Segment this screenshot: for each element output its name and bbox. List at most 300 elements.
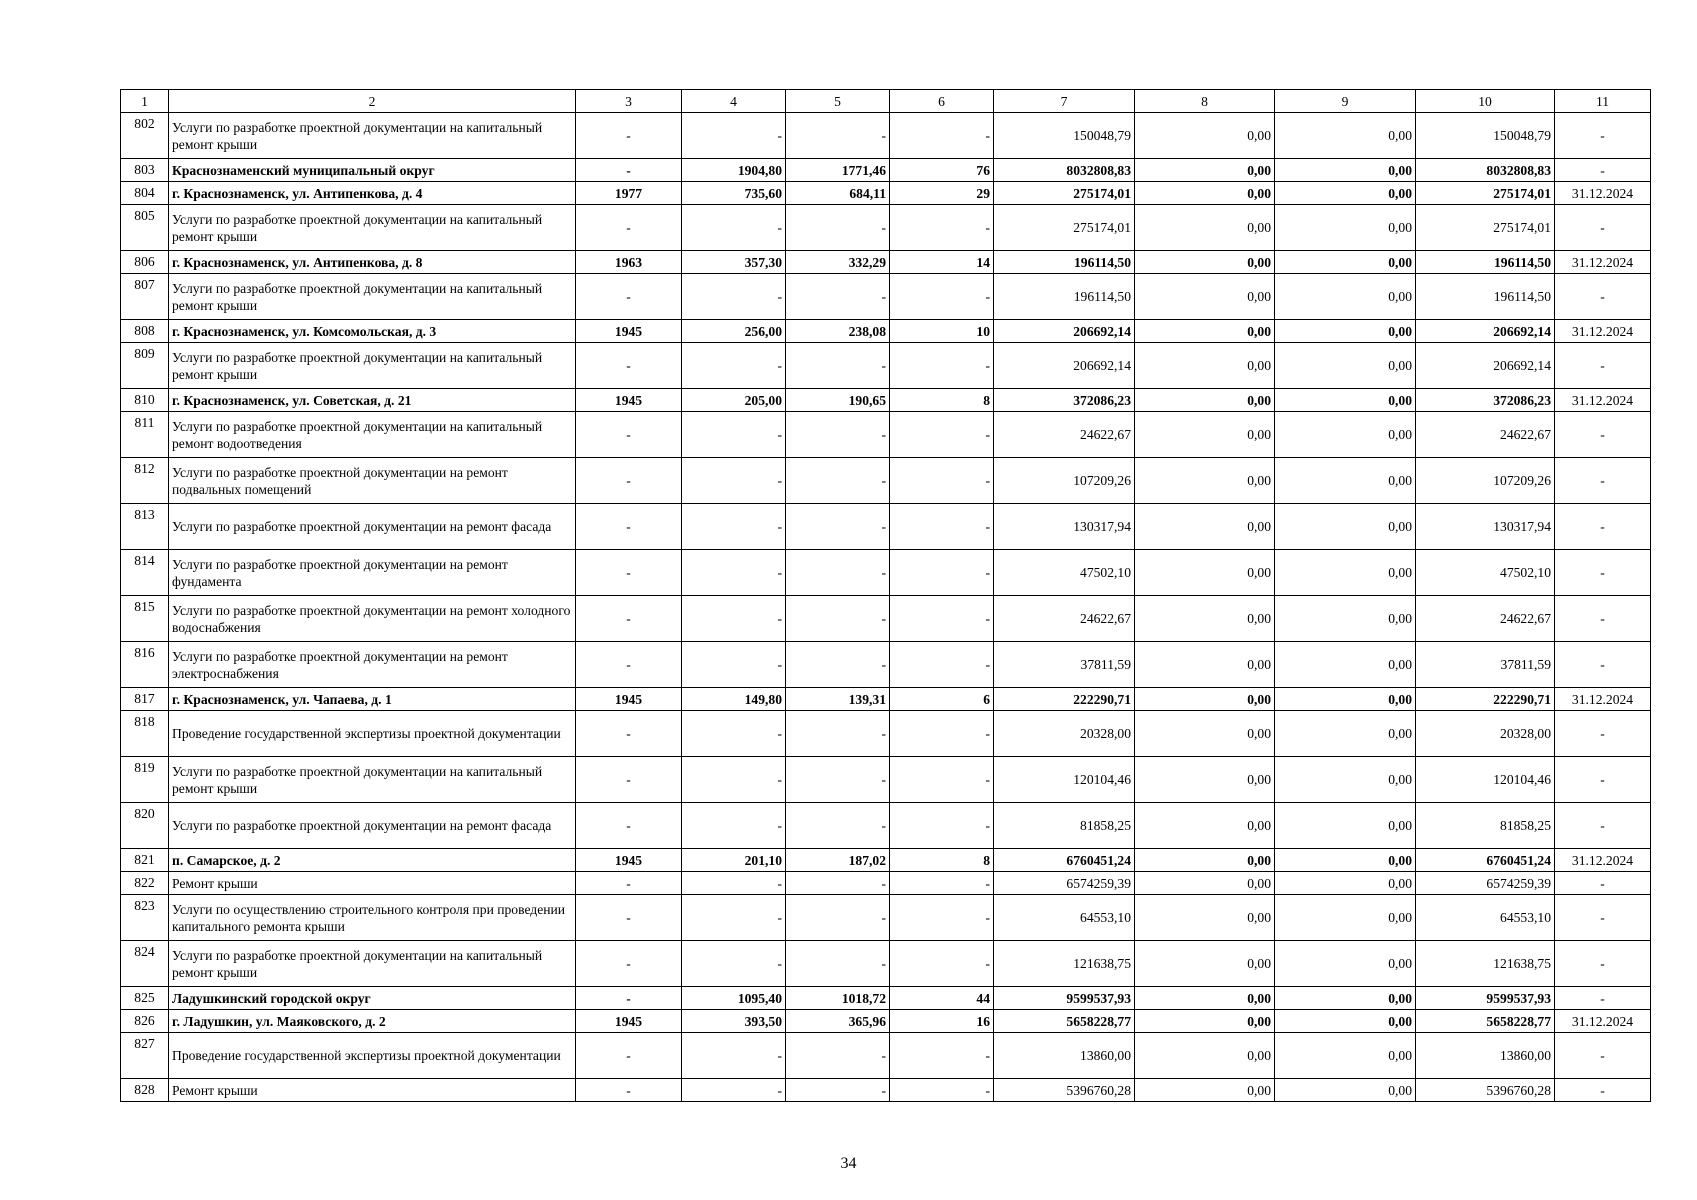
deadline-cell: - xyxy=(1555,205,1651,251)
deadline-cell: - xyxy=(1555,757,1651,803)
description-cell: Услуги по разработке проектной документации на капитальный ремонт крыши xyxy=(169,113,576,159)
deadline-cell: - xyxy=(1555,1079,1651,1102)
header-cell: 4 xyxy=(682,90,786,113)
year-cell: - xyxy=(576,895,682,941)
residents-cell: - xyxy=(890,205,994,251)
federal-funds-cell: 0,00 xyxy=(1135,803,1275,849)
regional-funds-cell: 0,00 xyxy=(1275,458,1416,504)
regional-funds-cell: 0,00 xyxy=(1275,688,1416,711)
area-total-cell: - xyxy=(682,458,786,504)
owner-funds-cell: 372086,23 xyxy=(1416,389,1555,412)
federal-funds-cell: 0,00 xyxy=(1135,182,1275,205)
year-cell: - xyxy=(576,642,682,688)
repair-program-table xyxy=(120,89,1651,1102)
row-number-cell: 827 xyxy=(121,1033,169,1079)
page-number: 34 xyxy=(840,1155,857,1172)
area-total-cell: 149,80 xyxy=(682,688,786,711)
deadline-cell: - xyxy=(1555,803,1651,849)
total-cost-cell: 196114,50 xyxy=(994,274,1135,320)
row-number-cell: 819 xyxy=(121,757,169,803)
area-living-cell: - xyxy=(786,757,890,803)
area-living-cell: 187,02 xyxy=(786,849,890,872)
regional-funds-cell: 0,00 xyxy=(1275,642,1416,688)
total-cost-cell: 222290,71 xyxy=(994,688,1135,711)
residents-cell: - xyxy=(890,550,994,596)
table-row xyxy=(121,849,1651,872)
description-cell: г. Краснознаменск, ул. Антипенкова, д. 4 xyxy=(169,182,576,205)
residents-cell: 76 xyxy=(890,159,994,182)
area-living-cell: 684,11 xyxy=(786,182,890,205)
header-cell: 9 xyxy=(1275,90,1416,113)
description-cell: Услуги по разработке проектной документации на капитальный ремонт крыши xyxy=(169,941,576,987)
area-total-cell: - xyxy=(682,504,786,550)
row-number-cell: 809 xyxy=(121,343,169,389)
table-row xyxy=(121,550,1651,596)
owner-funds-cell: 81858,25 xyxy=(1416,803,1555,849)
area-total-cell: 1095,40 xyxy=(682,987,786,1010)
area-total-cell: 201,10 xyxy=(682,849,786,872)
table-row xyxy=(121,343,1651,389)
residents-cell: 16 xyxy=(890,1010,994,1033)
deadline-cell: - xyxy=(1555,159,1651,182)
owner-funds-cell: 9599537,93 xyxy=(1416,987,1555,1010)
description-cell: г. Ладушкин, ул. Маяковского, д. 2 xyxy=(169,1010,576,1033)
table-row xyxy=(121,320,1651,343)
description-cell: Услуги по разработке проектной документации на капитальный ремонт водоотведения xyxy=(169,412,576,458)
residents-cell: 29 xyxy=(890,182,994,205)
table-row xyxy=(121,757,1651,803)
deadline-cell: - xyxy=(1555,872,1651,895)
residents-cell: - xyxy=(890,642,994,688)
description-cell: г. Краснознаменск, ул. Антипенкова, д. 8 xyxy=(169,251,576,274)
area-living-cell: - xyxy=(786,343,890,389)
area-living-cell: - xyxy=(786,941,890,987)
federal-funds-cell: 0,00 xyxy=(1135,849,1275,872)
regional-funds-cell: 0,00 xyxy=(1275,711,1416,757)
total-cost-cell: 372086,23 xyxy=(994,389,1135,412)
total-cost-cell: 24622,67 xyxy=(994,412,1135,458)
description-cell: Услуги по разработке проектной документации на капитальный ремонт крыши xyxy=(169,205,576,251)
row-number-cell: 828 xyxy=(121,1079,169,1102)
row-number-cell: 822 xyxy=(121,872,169,895)
year-cell: 1945 xyxy=(576,688,682,711)
total-cost-cell: 6574259,39 xyxy=(994,872,1135,895)
table-row xyxy=(121,458,1651,504)
header-cell: 2 xyxy=(169,90,576,113)
year-cell: - xyxy=(576,274,682,320)
description-cell: Услуги по разработке проектной документации на ремонт фундамента xyxy=(169,550,576,596)
residents-cell: - xyxy=(890,803,994,849)
table-row xyxy=(121,895,1651,941)
total-cost-cell: 275174,01 xyxy=(994,205,1135,251)
table-row xyxy=(121,182,1651,205)
table-row xyxy=(121,504,1651,550)
year-cell: - xyxy=(576,711,682,757)
regional-funds-cell: 0,00 xyxy=(1275,550,1416,596)
table-row xyxy=(121,872,1651,895)
deadline-cell: - xyxy=(1555,274,1651,320)
total-cost-cell: 5396760,28 xyxy=(994,1079,1135,1102)
year-cell: - xyxy=(576,113,682,159)
area-total-cell: 735,60 xyxy=(682,182,786,205)
row-number-cell: 807 xyxy=(121,274,169,320)
total-cost-cell: 47502,10 xyxy=(994,550,1135,596)
area-living-cell: - xyxy=(786,596,890,642)
residents-cell: - xyxy=(890,343,994,389)
regional-funds-cell: 0,00 xyxy=(1275,504,1416,550)
owner-funds-cell: 121638,75 xyxy=(1416,941,1555,987)
owner-funds-cell: 5658228,77 xyxy=(1416,1010,1555,1033)
description-cell: Услуги по разработке проектной документации на ремонт фасада xyxy=(169,504,576,550)
area-living-cell: - xyxy=(786,205,890,251)
description-cell: г. Краснознаменск, ул. Советская, д. 21 xyxy=(169,389,576,412)
federal-funds-cell: 0,00 xyxy=(1135,1079,1275,1102)
year-cell: - xyxy=(576,757,682,803)
residents-cell: - xyxy=(890,458,994,504)
residents-cell: 44 xyxy=(890,987,994,1010)
deadline-cell: 31.12.2024 xyxy=(1555,251,1651,274)
area-total-cell: - xyxy=(682,205,786,251)
owner-funds-cell: 47502,10 xyxy=(1416,550,1555,596)
row-number-cell: 824 xyxy=(121,941,169,987)
year-cell: - xyxy=(576,343,682,389)
row-number-cell: 823 xyxy=(121,895,169,941)
table-row xyxy=(121,987,1651,1010)
residents-cell: - xyxy=(890,113,994,159)
deadline-cell: - xyxy=(1555,941,1651,987)
year-cell: - xyxy=(576,941,682,987)
regional-funds-cell: 0,00 xyxy=(1275,389,1416,412)
deadline-cell: - xyxy=(1555,895,1651,941)
federal-funds-cell: 0,00 xyxy=(1135,504,1275,550)
owner-funds-cell: 275174,01 xyxy=(1416,182,1555,205)
year-cell: - xyxy=(576,504,682,550)
federal-funds-cell: 0,00 xyxy=(1135,987,1275,1010)
row-number-cell: 826 xyxy=(121,1010,169,1033)
federal-funds-cell: 0,00 xyxy=(1135,872,1275,895)
total-cost-cell: 9599537,93 xyxy=(994,987,1135,1010)
year-cell: 1977 xyxy=(576,182,682,205)
description-cell: г. Краснознаменск, ул. Комсомольская, д. 3 xyxy=(169,320,576,343)
regional-funds-cell: 0,00 xyxy=(1275,941,1416,987)
owner-funds-cell: 130317,94 xyxy=(1416,504,1555,550)
total-cost-cell: 5658228,77 xyxy=(994,1010,1135,1033)
regional-funds-cell: 0,00 xyxy=(1275,1079,1416,1102)
regional-funds-cell: 0,00 xyxy=(1275,251,1416,274)
regional-funds-cell: 0,00 xyxy=(1275,113,1416,159)
year-cell: - xyxy=(576,987,682,1010)
year-cell: 1945 xyxy=(576,389,682,412)
residents-cell: - xyxy=(890,711,994,757)
owner-funds-cell: 24622,67 xyxy=(1416,596,1555,642)
residents-cell: - xyxy=(890,412,994,458)
row-number-cell: 802 xyxy=(121,113,169,159)
total-cost-cell: 6760451,24 xyxy=(994,849,1135,872)
area-total-cell: - xyxy=(682,642,786,688)
residents-cell: 10 xyxy=(890,320,994,343)
deadline-cell: - xyxy=(1555,642,1651,688)
total-cost-cell: 24622,67 xyxy=(994,596,1135,642)
description-cell: Услуги по разработке проектной документации на ремонт подвальных помещений xyxy=(169,458,576,504)
header-cell: 5 xyxy=(786,90,890,113)
area-total-cell: - xyxy=(682,412,786,458)
residents-cell: - xyxy=(890,941,994,987)
federal-funds-cell: 0,00 xyxy=(1135,596,1275,642)
area-living-cell: - xyxy=(786,711,890,757)
federal-funds-cell: 0,00 xyxy=(1135,1010,1275,1033)
area-total-cell: 256,00 xyxy=(682,320,786,343)
table-row xyxy=(121,113,1651,159)
deadline-cell: 31.12.2024 xyxy=(1555,849,1651,872)
owner-funds-cell: 150048,79 xyxy=(1416,113,1555,159)
header-cell: 7 xyxy=(994,90,1135,113)
federal-funds-cell: 0,00 xyxy=(1135,1033,1275,1079)
row-number-cell: 808 xyxy=(121,320,169,343)
row-number-cell: 803 xyxy=(121,159,169,182)
area-living-cell: - xyxy=(786,458,890,504)
description-cell: п. Самарское, д. 2 xyxy=(169,849,576,872)
year-cell: - xyxy=(576,872,682,895)
federal-funds-cell: 0,00 xyxy=(1135,274,1275,320)
total-cost-cell: 275174,01 xyxy=(994,182,1135,205)
deadline-cell: - xyxy=(1555,504,1651,550)
residents-cell: - xyxy=(890,757,994,803)
residents-cell: 8 xyxy=(890,849,994,872)
area-total-cell: - xyxy=(682,113,786,159)
federal-funds-cell: 0,00 xyxy=(1135,941,1275,987)
residents-cell: - xyxy=(890,274,994,320)
regional-funds-cell: 0,00 xyxy=(1275,757,1416,803)
owner-funds-cell: 222290,71 xyxy=(1416,688,1555,711)
header-cell: 11 xyxy=(1555,90,1651,113)
total-cost-cell: 206692,14 xyxy=(994,343,1135,389)
table-row xyxy=(121,1033,1651,1079)
regional-funds-cell: 0,00 xyxy=(1275,320,1416,343)
description-cell: Услуги по разработке проектной документации на ремонт фасада xyxy=(169,803,576,849)
row-number-cell: 817 xyxy=(121,688,169,711)
federal-funds-cell: 0,00 xyxy=(1135,757,1275,803)
regional-funds-cell: 0,00 xyxy=(1275,1033,1416,1079)
total-cost-cell: 37811,59 xyxy=(994,642,1135,688)
header-cell: 8 xyxy=(1135,90,1275,113)
row-number-cell: 820 xyxy=(121,803,169,849)
deadline-cell: - xyxy=(1555,113,1651,159)
row-number-cell: 812 xyxy=(121,458,169,504)
deadline-cell: - xyxy=(1555,1033,1651,1079)
area-living-cell: - xyxy=(786,895,890,941)
owner-funds-cell: 8032808,83 xyxy=(1416,159,1555,182)
owner-funds-cell: 275174,01 xyxy=(1416,205,1555,251)
owner-funds-cell: 196114,50 xyxy=(1416,251,1555,274)
table-row xyxy=(121,205,1651,251)
row-number-cell: 821 xyxy=(121,849,169,872)
table-row xyxy=(121,941,1651,987)
area-living-cell: 238,08 xyxy=(786,320,890,343)
row-number-cell: 811 xyxy=(121,412,169,458)
total-cost-cell: 121638,75 xyxy=(994,941,1135,987)
regional-funds-cell: 0,00 xyxy=(1275,205,1416,251)
federal-funds-cell: 0,00 xyxy=(1135,642,1275,688)
description-cell: Краснознаменский муниципальный округ xyxy=(169,159,576,182)
federal-funds-cell: 0,00 xyxy=(1135,205,1275,251)
regional-funds-cell: 0,00 xyxy=(1275,872,1416,895)
regional-funds-cell: 0,00 xyxy=(1275,987,1416,1010)
description-cell: Услуги по разработке проектной документации на капитальный ремонт крыши xyxy=(169,274,576,320)
regional-funds-cell: 0,00 xyxy=(1275,596,1416,642)
deadline-cell: - xyxy=(1555,550,1651,596)
description-cell: Услуги по осуществлению строительного контроля при проведении капитального ремонта крыши xyxy=(169,895,576,941)
owner-funds-cell: 64553,10 xyxy=(1416,895,1555,941)
year-cell: - xyxy=(576,458,682,504)
owner-funds-cell: 6760451,24 xyxy=(1416,849,1555,872)
year-cell: 1945 xyxy=(576,320,682,343)
table-row xyxy=(121,159,1651,182)
total-cost-cell: 120104,46 xyxy=(994,757,1135,803)
owner-funds-cell: 196114,50 xyxy=(1416,274,1555,320)
residents-cell: - xyxy=(890,1033,994,1079)
deadline-cell: - xyxy=(1555,987,1651,1010)
residents-cell: 14 xyxy=(890,251,994,274)
row-number-cell: 814 xyxy=(121,550,169,596)
area-living-cell: - xyxy=(786,504,890,550)
regional-funds-cell: 0,00 xyxy=(1275,849,1416,872)
year-cell: - xyxy=(576,596,682,642)
year-cell: - xyxy=(576,550,682,596)
regional-funds-cell: 0,00 xyxy=(1275,274,1416,320)
area-living-cell: 365,96 xyxy=(786,1010,890,1033)
owner-funds-cell: 5396760,28 xyxy=(1416,1079,1555,1102)
area-living-cell: - xyxy=(786,274,890,320)
table-row xyxy=(121,389,1651,412)
area-total-cell: 205,00 xyxy=(682,389,786,412)
area-living-cell: - xyxy=(786,872,890,895)
table-row xyxy=(121,688,1651,711)
year-cell: - xyxy=(576,205,682,251)
document-sheet xyxy=(120,89,1650,1102)
deadline-cell: - xyxy=(1555,711,1651,757)
residents-cell: - xyxy=(890,1079,994,1102)
federal-funds-cell: 0,00 xyxy=(1135,895,1275,941)
table-row xyxy=(121,596,1651,642)
row-number-cell: 813 xyxy=(121,504,169,550)
area-total-cell: - xyxy=(682,872,786,895)
area-living-cell: - xyxy=(786,1033,890,1079)
row-number-cell: 816 xyxy=(121,642,169,688)
area-total-cell: - xyxy=(682,596,786,642)
row-number-cell: 805 xyxy=(121,205,169,251)
table-row xyxy=(121,711,1651,757)
area-living-cell: 1018,72 xyxy=(786,987,890,1010)
description-cell: Проведение государственной экспертизы проектной документации xyxy=(169,1033,576,1079)
table-header-row xyxy=(121,90,1651,113)
area-living-cell: - xyxy=(786,1079,890,1102)
table-row xyxy=(121,1079,1651,1102)
row-number-cell: 825 xyxy=(121,987,169,1010)
residents-cell: 8 xyxy=(890,389,994,412)
table-row xyxy=(121,251,1651,274)
total-cost-cell: 150048,79 xyxy=(994,113,1135,159)
header-cell: 10 xyxy=(1416,90,1555,113)
total-cost-cell: 20328,00 xyxy=(994,711,1135,757)
total-cost-cell: 206692,14 xyxy=(994,320,1135,343)
deadline-cell: 31.12.2024 xyxy=(1555,320,1651,343)
area-living-cell: 139,31 xyxy=(786,688,890,711)
row-number-cell: 810 xyxy=(121,389,169,412)
regional-funds-cell: 0,00 xyxy=(1275,1010,1416,1033)
federal-funds-cell: 0,00 xyxy=(1135,412,1275,458)
area-total-cell: - xyxy=(682,550,786,596)
row-number-cell: 815 xyxy=(121,596,169,642)
description-cell: Услуги по разработке проектной документации на капитальный ремонт крыши xyxy=(169,757,576,803)
row-number-cell: 804 xyxy=(121,182,169,205)
area-living-cell: - xyxy=(786,550,890,596)
residents-cell: - xyxy=(890,895,994,941)
owner-funds-cell: 6574259,39 xyxy=(1416,872,1555,895)
total-cost-cell: 8032808,83 xyxy=(994,159,1135,182)
area-living-cell: - xyxy=(786,803,890,849)
federal-funds-cell: 0,00 xyxy=(1135,688,1275,711)
area-total-cell: - xyxy=(682,803,786,849)
description-cell: Ладушкинский городской округ xyxy=(169,987,576,1010)
regional-funds-cell: 0,00 xyxy=(1275,895,1416,941)
area-living-cell: 190,65 xyxy=(786,389,890,412)
area-living-cell: 1771,46 xyxy=(786,159,890,182)
total-cost-cell: 196114,50 xyxy=(994,251,1135,274)
description-cell: Услуги по разработке проектной документации на ремонт электроснабжения xyxy=(169,642,576,688)
total-cost-cell: 81858,25 xyxy=(994,803,1135,849)
deadline-cell: 31.12.2024 xyxy=(1555,688,1651,711)
area-total-cell: - xyxy=(682,1033,786,1079)
area-living-cell: 332,29 xyxy=(786,251,890,274)
federal-funds-cell: 0,00 xyxy=(1135,159,1275,182)
row-number-cell: 806 xyxy=(121,251,169,274)
owner-funds-cell: 13860,00 xyxy=(1416,1033,1555,1079)
area-total-cell: - xyxy=(682,343,786,389)
residents-cell: - xyxy=(890,872,994,895)
total-cost-cell: 130317,94 xyxy=(994,504,1135,550)
residents-cell: 6 xyxy=(890,688,994,711)
owner-funds-cell: 24622,67 xyxy=(1416,412,1555,458)
owner-funds-cell: 37811,59 xyxy=(1416,642,1555,688)
deadline-cell: - xyxy=(1555,343,1651,389)
deadline-cell: - xyxy=(1555,458,1651,504)
table-row xyxy=(121,274,1651,320)
deadline-cell: 31.12.2024 xyxy=(1555,1010,1651,1033)
year-cell: - xyxy=(576,159,682,182)
total-cost-cell: 64553,10 xyxy=(994,895,1135,941)
area-total-cell: - xyxy=(682,1079,786,1102)
table-row xyxy=(121,803,1651,849)
owner-funds-cell: 206692,14 xyxy=(1416,343,1555,389)
federal-funds-cell: 0,00 xyxy=(1135,458,1275,504)
table-row xyxy=(121,1010,1651,1033)
federal-funds-cell: 0,00 xyxy=(1135,113,1275,159)
area-total-cell: - xyxy=(682,757,786,803)
federal-funds-cell: 0,00 xyxy=(1135,343,1275,389)
federal-funds-cell: 0,00 xyxy=(1135,711,1275,757)
deadline-cell: - xyxy=(1555,596,1651,642)
year-cell: 1963 xyxy=(576,251,682,274)
year-cell: 1945 xyxy=(576,1010,682,1033)
description-cell: Ремонт крыши xyxy=(169,1079,576,1102)
description-cell: Услуги по разработке проектной документации на ремонт холодного водоснабжения xyxy=(169,596,576,642)
federal-funds-cell: 0,00 xyxy=(1135,320,1275,343)
area-total-cell: - xyxy=(682,711,786,757)
area-total-cell: 393,50 xyxy=(682,1010,786,1033)
area-living-cell: - xyxy=(786,642,890,688)
year-cell: - xyxy=(576,803,682,849)
owner-funds-cell: 206692,14 xyxy=(1416,320,1555,343)
